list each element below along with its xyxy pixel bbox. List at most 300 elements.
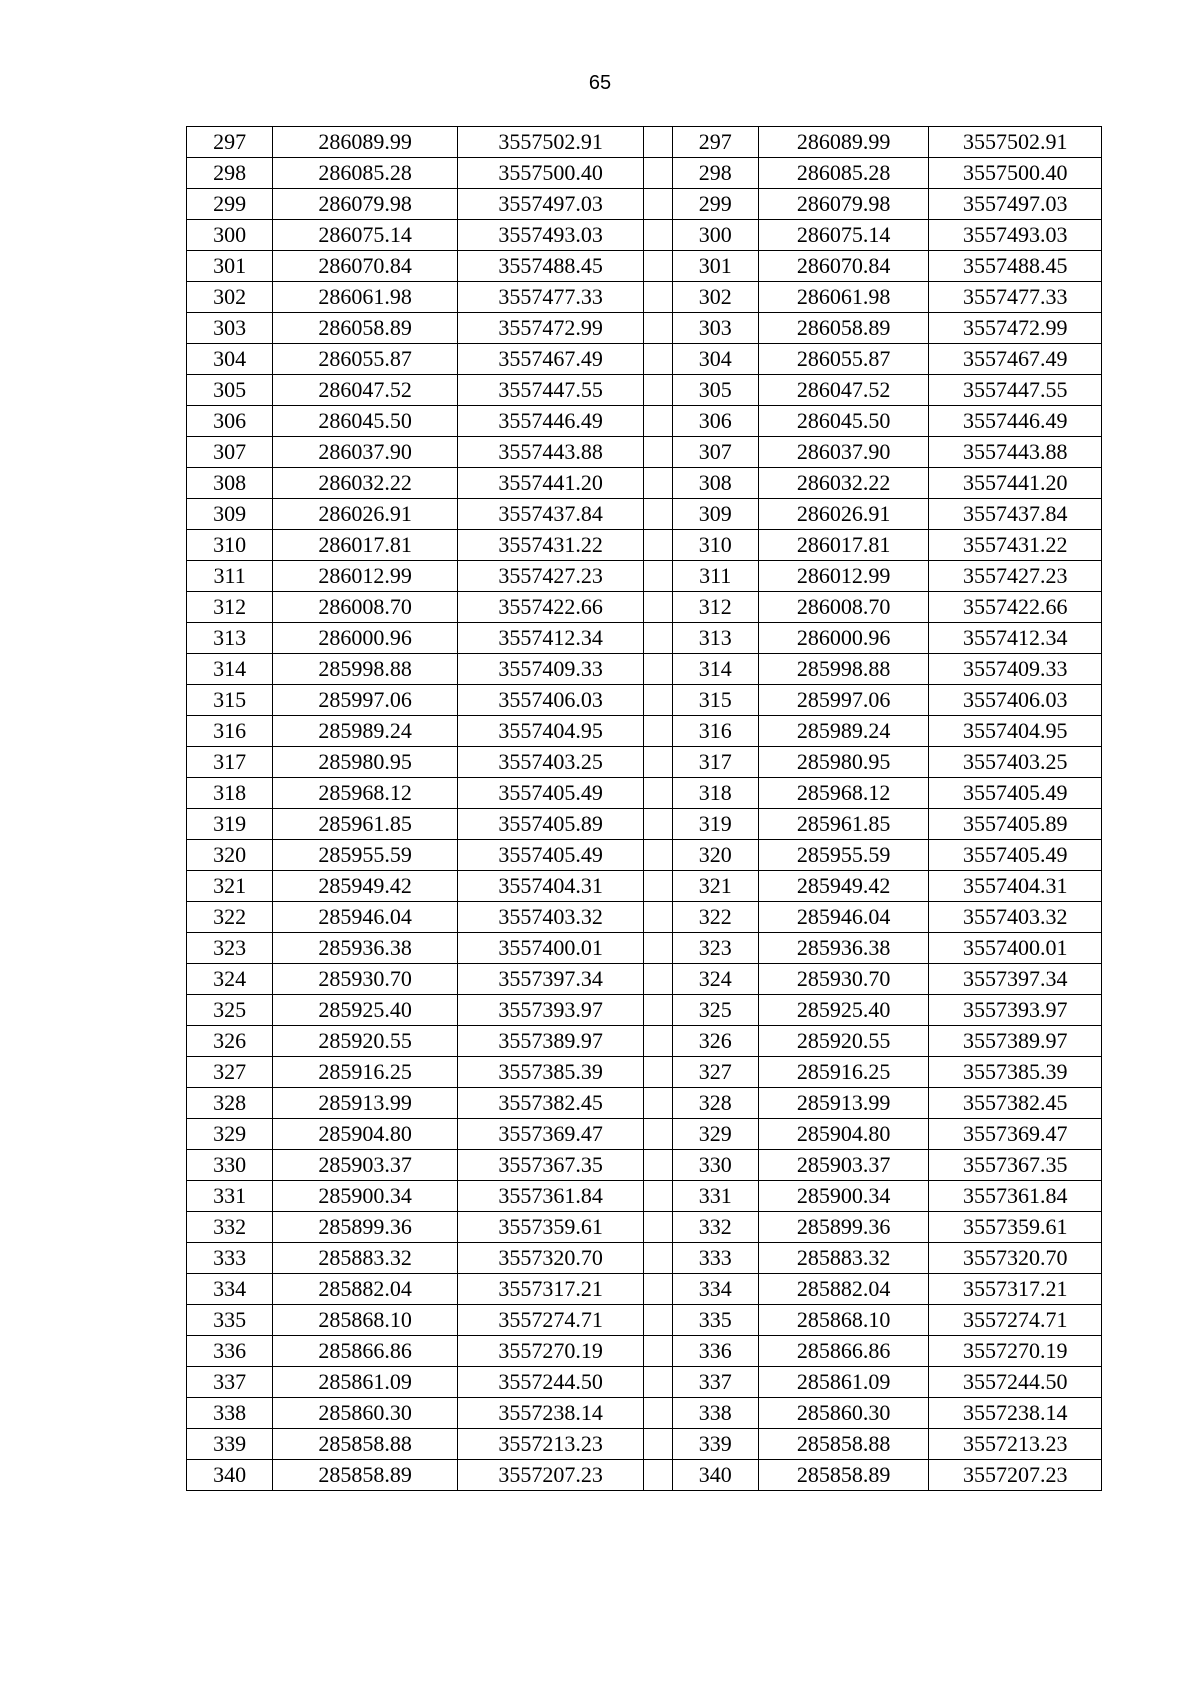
right-point-number-cell: 327 <box>672 1057 758 1088</box>
separator-cell <box>644 1212 672 1243</box>
right-x-coordinate-cell: 285903.37 <box>758 1150 929 1181</box>
right-point-number-cell: 333 <box>672 1243 758 1274</box>
left-y-coordinate-cell: 3557443.88 <box>457 437 644 468</box>
left-x-coordinate-cell: 285955.59 <box>273 840 458 871</box>
right-y-coordinate-cell: 3557409.33 <box>929 654 1102 685</box>
left-x-coordinate-cell: 285930.70 <box>273 964 458 995</box>
table-row <box>187 654 1102 685</box>
left-x-coordinate-cell: 286032.22 <box>273 468 458 499</box>
table-row <box>187 871 1102 902</box>
left-x-coordinate-cell: 285868.10 <box>273 1305 458 1336</box>
table-row <box>187 530 1102 561</box>
right-x-coordinate-cell: 286008.70 <box>758 592 929 623</box>
right-y-coordinate-cell: 3557367.35 <box>929 1150 1102 1181</box>
right-x-coordinate-cell: 286055.87 <box>758 344 929 375</box>
separator-cell <box>644 437 672 468</box>
left-y-coordinate-cell: 3557500.40 <box>457 158 644 189</box>
left-x-coordinate-cell: 285866.86 <box>273 1336 458 1367</box>
table-row <box>187 127 1102 158</box>
table-row <box>187 995 1102 1026</box>
left-x-coordinate-cell: 285903.37 <box>273 1150 458 1181</box>
left-x-coordinate-cell: 286089.99 <box>273 127 458 158</box>
right-x-coordinate-cell: 285860.30 <box>758 1398 929 1429</box>
right-x-coordinate-cell: 285900.34 <box>758 1181 929 1212</box>
left-point-number-cell: 304 <box>187 344 273 375</box>
right-y-coordinate-cell: 3557427.23 <box>929 561 1102 592</box>
right-x-coordinate-cell: 285989.24 <box>758 716 929 747</box>
left-x-coordinate-cell: 286061.98 <box>273 282 458 313</box>
right-point-number-cell: 324 <box>672 964 758 995</box>
right-y-coordinate-cell: 3557477.33 <box>929 282 1102 313</box>
separator-cell <box>644 1460 672 1491</box>
left-point-number-cell: 334 <box>187 1274 273 1305</box>
table-row <box>187 778 1102 809</box>
table-row <box>187 1057 1102 1088</box>
left-point-number-cell: 323 <box>187 933 273 964</box>
left-x-coordinate-cell: 285913.99 <box>273 1088 458 1119</box>
separator-cell <box>644 313 672 344</box>
right-y-coordinate-cell: 3557446.49 <box>929 406 1102 437</box>
separator-cell <box>644 747 672 778</box>
left-point-number-cell: 337 <box>187 1367 273 1398</box>
left-y-coordinate-cell: 3557405.49 <box>457 778 644 809</box>
table-row <box>187 1150 1102 1181</box>
table-row <box>187 1181 1102 1212</box>
right-point-number-cell: 323 <box>672 933 758 964</box>
table-row <box>187 623 1102 654</box>
separator-cell <box>644 716 672 747</box>
right-x-coordinate-cell: 285868.10 <box>758 1305 929 1336</box>
left-point-number-cell: 305 <box>187 375 273 406</box>
left-x-coordinate-cell: 286026.91 <box>273 499 458 530</box>
right-y-coordinate-cell: 3557422.66 <box>929 592 1102 623</box>
left-y-coordinate-cell: 3557361.84 <box>457 1181 644 1212</box>
right-x-coordinate-cell: 286000.96 <box>758 623 929 654</box>
left-x-coordinate-cell: 285968.12 <box>273 778 458 809</box>
left-point-number-cell: 322 <box>187 902 273 933</box>
left-point-number-cell: 320 <box>187 840 273 871</box>
separator-cell <box>644 623 672 654</box>
left-point-number-cell: 318 <box>187 778 273 809</box>
left-x-coordinate-cell: 286047.52 <box>273 375 458 406</box>
left-y-coordinate-cell: 3557400.01 <box>457 933 644 964</box>
left-y-coordinate-cell: 3557427.23 <box>457 561 644 592</box>
left-x-coordinate-cell: 286058.89 <box>273 313 458 344</box>
right-y-coordinate-cell: 3557207.23 <box>929 1460 1102 1491</box>
right-x-coordinate-cell: 285858.88 <box>758 1429 929 1460</box>
separator-cell <box>644 1305 672 1336</box>
right-point-number-cell: 309 <box>672 499 758 530</box>
left-point-number-cell: 315 <box>187 685 273 716</box>
left-point-number-cell: 340 <box>187 1460 273 1491</box>
left-y-coordinate-cell: 3557431.22 <box>457 530 644 561</box>
right-point-number-cell: 337 <box>672 1367 758 1398</box>
separator-cell <box>644 809 672 840</box>
table-row <box>187 189 1102 220</box>
right-y-coordinate-cell: 3557361.84 <box>929 1181 1102 1212</box>
right-y-coordinate-cell: 3557404.95 <box>929 716 1102 747</box>
table-row <box>187 592 1102 623</box>
separator-cell <box>644 902 672 933</box>
right-y-coordinate-cell: 3557369.47 <box>929 1119 1102 1150</box>
left-x-coordinate-cell: 285946.04 <box>273 902 458 933</box>
left-y-coordinate-cell: 3557422.66 <box>457 592 644 623</box>
table-row <box>187 1398 1102 1429</box>
separator-cell <box>644 592 672 623</box>
right-y-coordinate-cell: 3557359.61 <box>929 1212 1102 1243</box>
left-y-coordinate-cell: 3557385.39 <box>457 1057 644 1088</box>
table-row <box>187 1429 1102 1460</box>
right-point-number-cell: 319 <box>672 809 758 840</box>
separator-cell <box>644 561 672 592</box>
left-point-number-cell: 327 <box>187 1057 273 1088</box>
right-x-coordinate-cell: 286047.52 <box>758 375 929 406</box>
table-row <box>187 933 1102 964</box>
table-body <box>187 127 1102 1491</box>
right-point-number-cell: 332 <box>672 1212 758 1243</box>
right-x-coordinate-cell: 285866.86 <box>758 1336 929 1367</box>
right-point-number-cell: 329 <box>672 1119 758 1150</box>
right-y-coordinate-cell: 3557405.49 <box>929 840 1102 871</box>
right-y-coordinate-cell: 3557403.32 <box>929 902 1102 933</box>
right-point-number-cell: 328 <box>672 1088 758 1119</box>
separator-cell <box>644 1274 672 1305</box>
separator-cell <box>644 375 672 406</box>
right-x-coordinate-cell: 285930.70 <box>758 964 929 995</box>
left-y-coordinate-cell: 3557389.97 <box>457 1026 644 1057</box>
right-x-coordinate-cell: 285916.25 <box>758 1057 929 1088</box>
right-y-coordinate-cell: 3557497.03 <box>929 189 1102 220</box>
separator-cell <box>644 654 672 685</box>
right-x-coordinate-cell: 285882.04 <box>758 1274 929 1305</box>
left-y-coordinate-cell: 3557406.03 <box>457 685 644 716</box>
left-y-coordinate-cell: 3557477.33 <box>457 282 644 313</box>
left-x-coordinate-cell: 285989.24 <box>273 716 458 747</box>
table-row <box>187 716 1102 747</box>
table-row <box>187 251 1102 282</box>
right-x-coordinate-cell: 285946.04 <box>758 902 929 933</box>
left-y-coordinate-cell: 3557397.34 <box>457 964 644 995</box>
table-row <box>187 1026 1102 1057</box>
left-x-coordinate-cell: 285936.38 <box>273 933 458 964</box>
left-x-coordinate-cell: 285961.85 <box>273 809 458 840</box>
right-y-coordinate-cell: 3557274.71 <box>929 1305 1102 1336</box>
right-y-coordinate-cell: 3557431.22 <box>929 530 1102 561</box>
table-row <box>187 964 1102 995</box>
separator-cell <box>644 995 672 1026</box>
right-y-coordinate-cell: 3557406.03 <box>929 685 1102 716</box>
right-point-number-cell: 307 <box>672 437 758 468</box>
separator-cell <box>644 127 672 158</box>
right-x-coordinate-cell: 286026.91 <box>758 499 929 530</box>
right-x-coordinate-cell: 286017.81 <box>758 530 929 561</box>
right-point-number-cell: 330 <box>672 1150 758 1181</box>
separator-cell <box>644 933 672 964</box>
left-point-number-cell: 321 <box>187 871 273 902</box>
left-point-number-cell: 331 <box>187 1181 273 1212</box>
separator-cell <box>644 1119 672 1150</box>
right-x-coordinate-cell: 285925.40 <box>758 995 929 1026</box>
right-point-number-cell: 306 <box>672 406 758 437</box>
right-point-number-cell: 312 <box>672 592 758 623</box>
left-point-number-cell: 332 <box>187 1212 273 1243</box>
separator-cell <box>644 685 672 716</box>
right-point-number-cell: 335 <box>672 1305 758 1336</box>
left-y-coordinate-cell: 3557403.25 <box>457 747 644 778</box>
table-row <box>187 747 1102 778</box>
right-point-number-cell: 298 <box>672 158 758 189</box>
table-row <box>187 561 1102 592</box>
separator-cell <box>644 1336 672 1367</box>
left-point-number-cell: 325 <box>187 995 273 1026</box>
right-x-coordinate-cell: 285949.42 <box>758 871 929 902</box>
table-row <box>187 1336 1102 1367</box>
right-y-coordinate-cell: 3557320.70 <box>929 1243 1102 1274</box>
right-point-number-cell: 318 <box>672 778 758 809</box>
left-y-coordinate-cell: 3557467.49 <box>457 344 644 375</box>
left-x-coordinate-cell: 285904.80 <box>273 1119 458 1150</box>
left-x-coordinate-cell: 285899.36 <box>273 1212 458 1243</box>
right-x-coordinate-cell: 286085.28 <box>758 158 929 189</box>
left-x-coordinate-cell: 286075.14 <box>273 220 458 251</box>
left-x-coordinate-cell: 286055.87 <box>273 344 458 375</box>
separator-cell <box>644 1057 672 1088</box>
table-row <box>187 809 1102 840</box>
left-point-number-cell: 336 <box>187 1336 273 1367</box>
left-x-coordinate-cell: 286070.84 <box>273 251 458 282</box>
left-point-number-cell: 312 <box>187 592 273 623</box>
separator-cell <box>644 220 672 251</box>
left-point-number-cell: 328 <box>187 1088 273 1119</box>
separator-cell <box>644 1181 672 1212</box>
separator-cell <box>644 778 672 809</box>
left-x-coordinate-cell: 286000.96 <box>273 623 458 654</box>
left-y-coordinate-cell: 3557437.84 <box>457 499 644 530</box>
left-y-coordinate-cell: 3557472.99 <box>457 313 644 344</box>
left-y-coordinate-cell: 3557359.61 <box>457 1212 644 1243</box>
table-row <box>187 1119 1102 1150</box>
right-point-number-cell: 326 <box>672 1026 758 1057</box>
left-point-number-cell: 307 <box>187 437 273 468</box>
left-x-coordinate-cell: 285925.40 <box>273 995 458 1026</box>
left-point-number-cell: 338 <box>187 1398 273 1429</box>
right-y-coordinate-cell: 3557493.03 <box>929 220 1102 251</box>
right-point-number-cell: 316 <box>672 716 758 747</box>
left-point-number-cell: 301 <box>187 251 273 282</box>
right-x-coordinate-cell: 285913.99 <box>758 1088 929 1119</box>
separator-cell <box>644 344 672 375</box>
left-y-coordinate-cell: 3557488.45 <box>457 251 644 282</box>
left-y-coordinate-cell: 3557270.19 <box>457 1336 644 1367</box>
separator-cell <box>644 1398 672 1429</box>
table-row <box>187 902 1102 933</box>
separator-cell <box>644 1429 672 1460</box>
table-row <box>187 1274 1102 1305</box>
right-x-coordinate-cell: 285858.89 <box>758 1460 929 1491</box>
right-y-coordinate-cell: 3557443.88 <box>929 437 1102 468</box>
right-y-coordinate-cell: 3557412.34 <box>929 623 1102 654</box>
right-x-coordinate-cell: 285936.38 <box>758 933 929 964</box>
left-y-coordinate-cell: 3557412.34 <box>457 623 644 654</box>
right-point-number-cell: 311 <box>672 561 758 592</box>
left-point-number-cell: 314 <box>187 654 273 685</box>
left-point-number-cell: 316 <box>187 716 273 747</box>
left-y-coordinate-cell: 3557369.47 <box>457 1119 644 1150</box>
left-y-coordinate-cell: 3557213.23 <box>457 1429 644 1460</box>
left-point-number-cell: 311 <box>187 561 273 592</box>
right-point-number-cell: 340 <box>672 1460 758 1491</box>
left-x-coordinate-cell: 285997.06 <box>273 685 458 716</box>
left-point-number-cell: 302 <box>187 282 273 313</box>
separator-cell <box>644 1026 672 1057</box>
separator-cell <box>644 964 672 995</box>
separator-cell <box>644 189 672 220</box>
right-x-coordinate-cell: 285920.55 <box>758 1026 929 1057</box>
right-y-coordinate-cell: 3557382.45 <box>929 1088 1102 1119</box>
right-y-coordinate-cell: 3557403.25 <box>929 747 1102 778</box>
table-row <box>187 375 1102 406</box>
right-point-number-cell: 331 <box>672 1181 758 1212</box>
right-point-number-cell: 321 <box>672 871 758 902</box>
left-y-coordinate-cell: 3557404.95 <box>457 716 644 747</box>
right-point-number-cell: 336 <box>672 1336 758 1367</box>
left-point-number-cell: 298 <box>187 158 273 189</box>
left-point-number-cell: 339 <box>187 1429 273 1460</box>
left-y-coordinate-cell: 3557403.32 <box>457 902 644 933</box>
left-point-number-cell: 333 <box>187 1243 273 1274</box>
left-point-number-cell: 297 <box>187 127 273 158</box>
left-y-coordinate-cell: 3557320.70 <box>457 1243 644 1274</box>
right-point-number-cell: 322 <box>672 902 758 933</box>
left-point-number-cell: 330 <box>187 1150 273 1181</box>
right-y-coordinate-cell: 3557389.97 <box>929 1026 1102 1057</box>
right-point-number-cell: 338 <box>672 1398 758 1429</box>
right-point-number-cell: 313 <box>672 623 758 654</box>
right-point-number-cell: 325 <box>672 995 758 1026</box>
left-y-coordinate-cell: 3557409.33 <box>457 654 644 685</box>
table-row <box>187 1243 1102 1274</box>
separator-cell <box>644 1088 672 1119</box>
left-x-coordinate-cell: 285861.09 <box>273 1367 458 1398</box>
left-x-coordinate-cell: 285949.42 <box>273 871 458 902</box>
right-y-coordinate-cell: 3557244.50 <box>929 1367 1102 1398</box>
right-point-number-cell: 301 <box>672 251 758 282</box>
table-row <box>187 406 1102 437</box>
table-row <box>187 468 1102 499</box>
right-x-coordinate-cell: 285904.80 <box>758 1119 929 1150</box>
separator-cell <box>644 1150 672 1181</box>
separator-cell <box>644 840 672 871</box>
separator-cell <box>644 158 672 189</box>
right-x-coordinate-cell: 286012.99 <box>758 561 929 592</box>
right-y-coordinate-cell: 3557405.49 <box>929 778 1102 809</box>
right-x-coordinate-cell: 285998.88 <box>758 654 929 685</box>
left-x-coordinate-cell: 286079.98 <box>273 189 458 220</box>
left-x-coordinate-cell: 285883.32 <box>273 1243 458 1274</box>
left-y-coordinate-cell: 3557405.89 <box>457 809 644 840</box>
left-y-coordinate-cell: 3557367.35 <box>457 1150 644 1181</box>
right-y-coordinate-cell: 3557467.49 <box>929 344 1102 375</box>
separator-cell <box>644 1243 672 1274</box>
left-point-number-cell: 326 <box>187 1026 273 1057</box>
right-point-number-cell: 305 <box>672 375 758 406</box>
left-y-coordinate-cell: 3557497.03 <box>457 189 644 220</box>
left-y-coordinate-cell: 3557447.55 <box>457 375 644 406</box>
left-y-coordinate-cell: 3557393.97 <box>457 995 644 1026</box>
right-point-number-cell: 317 <box>672 747 758 778</box>
left-y-coordinate-cell: 3557405.49 <box>457 840 644 871</box>
table-row <box>187 158 1102 189</box>
right-x-coordinate-cell: 286037.90 <box>758 437 929 468</box>
right-y-coordinate-cell: 3557385.39 <box>929 1057 1102 1088</box>
right-x-coordinate-cell: 286058.89 <box>758 313 929 344</box>
right-x-coordinate-cell: 285961.85 <box>758 809 929 840</box>
table-row <box>187 437 1102 468</box>
right-point-number-cell: 304 <box>672 344 758 375</box>
left-x-coordinate-cell: 285882.04 <box>273 1274 458 1305</box>
right-point-number-cell: 339 <box>672 1429 758 1460</box>
left-y-coordinate-cell: 3557382.45 <box>457 1088 644 1119</box>
left-x-coordinate-cell: 286012.99 <box>273 561 458 592</box>
left-x-coordinate-cell: 285916.25 <box>273 1057 458 1088</box>
right-x-coordinate-cell: 286032.22 <box>758 468 929 499</box>
left-x-coordinate-cell: 285900.34 <box>273 1181 458 1212</box>
right-y-coordinate-cell: 3557405.89 <box>929 809 1102 840</box>
right-y-coordinate-cell: 3557447.55 <box>929 375 1102 406</box>
right-y-coordinate-cell: 3557393.97 <box>929 995 1102 1026</box>
right-x-coordinate-cell: 285861.09 <box>758 1367 929 1398</box>
right-point-number-cell: 299 <box>672 189 758 220</box>
right-y-coordinate-cell: 3557397.34 <box>929 964 1102 995</box>
left-y-coordinate-cell: 3557441.20 <box>457 468 644 499</box>
right-x-coordinate-cell: 285997.06 <box>758 685 929 716</box>
right-y-coordinate-cell: 3557441.20 <box>929 468 1102 499</box>
table-row <box>187 313 1102 344</box>
right-y-coordinate-cell: 3557270.19 <box>929 1336 1102 1367</box>
table-row <box>187 840 1102 871</box>
right-x-coordinate-cell: 285955.59 <box>758 840 929 871</box>
left-x-coordinate-cell: 286008.70 <box>273 592 458 623</box>
table-row <box>187 282 1102 313</box>
right-x-coordinate-cell: 286070.84 <box>758 251 929 282</box>
right-y-coordinate-cell: 3557502.91 <box>929 127 1102 158</box>
left-x-coordinate-cell: 285858.89 <box>273 1460 458 1491</box>
right-point-number-cell: 302 <box>672 282 758 313</box>
right-point-number-cell: 310 <box>672 530 758 561</box>
left-y-coordinate-cell: 3557317.21 <box>457 1274 644 1305</box>
right-point-number-cell: 303 <box>672 313 758 344</box>
right-y-coordinate-cell: 3557488.45 <box>929 251 1102 282</box>
table-row <box>187 1212 1102 1243</box>
right-point-number-cell: 320 <box>672 840 758 871</box>
right-y-coordinate-cell: 3557472.99 <box>929 313 1102 344</box>
coordinate-table <box>186 126 1102 1491</box>
separator-cell <box>644 499 672 530</box>
left-point-number-cell: 309 <box>187 499 273 530</box>
left-point-number-cell: 308 <box>187 468 273 499</box>
right-point-number-cell: 315 <box>672 685 758 716</box>
separator-cell <box>644 406 672 437</box>
left-x-coordinate-cell: 285980.95 <box>273 747 458 778</box>
right-y-coordinate-cell: 3557404.31 <box>929 871 1102 902</box>
table-row <box>187 220 1102 251</box>
table-row <box>187 685 1102 716</box>
separator-cell <box>644 530 672 561</box>
separator-cell <box>644 871 672 902</box>
right-y-coordinate-cell: 3557213.23 <box>929 1429 1102 1460</box>
right-x-coordinate-cell: 286079.98 <box>758 189 929 220</box>
left-y-coordinate-cell: 3557446.49 <box>457 406 644 437</box>
